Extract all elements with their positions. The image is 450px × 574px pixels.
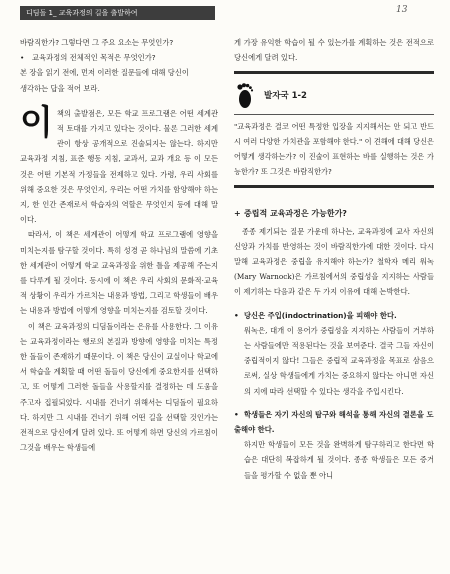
- bullet-heading-text: 학생들은 자기 자신의 탐구와 해석을 통해 자신의 결론을 도출해야 한다.: [234, 409, 434, 435]
- section-heading-text: 중립적 교육과정은 가능한가?: [244, 209, 347, 219]
- bullet-dot-icon: •: [20, 53, 25, 63]
- bullet-heading: [234, 407, 434, 437]
- task-header: [234, 82, 434, 110]
- drop-cap: 이: [20, 102, 53, 143]
- task-title-rule: [234, 114, 434, 115]
- bullet-item: [234, 308, 434, 399]
- page-number: 13: [396, 5, 408, 15]
- intro-line-2: 생각하는 답을 적어 보라.: [20, 83, 100, 93]
- intro-line-1: 본 장을 읽기 전에, 먼저 이러한 질문들에 대해 당신이: [20, 68, 189, 78]
- task-body: "교육과정은 결코 어떤 특정한 입장을 지지해서는 안 되고 반드시 여러 다양한 가치관을 포함해야 한다." 이 견해에 대해 당신은 어떻게 생각하는가? 이 진술이 표현하는 바를 실행하는 것은 가능한가? 또 그것은 바람직한가?: [234, 122, 434, 177]
- paragraph-2: 따라서, 이 책은 세계관이 어떻게 학교 프로그램에 영향을 미치는지를 탐구할 것이다. 특히 성경 곧 하나님의 말씀에 기초한 세계관이 어떻게 학교 교육과정을 위한 틀을 제공해 주는지를 다루게 될 것이다. 동시에 이 책은 우리 사회의 문화적·교육적 상황이 우리가 가르치는 내용과 방법, 그리고 학생들이 배우는 내용과 방법에 어떻게 영향을 미치는지를 검토할 것이다.: [20, 230, 218, 316]
- paragraph-1: 책의 출발점은, 모든 학교 프로그램은 어떤 세계관적 토대를 가지고 있다는 것이다. 물론 그러한 세계관이 항상 공개적으로 진술되지는 않는다. 하지만 교육과정 지침, 표준 행동 지침, 교과서, 교과 개요 등 이 모든 것은 어떤 기본적 가정들을 전제하고 있다. 가령, 우리 사회를 위해 중요한 것은 무엇인지, 우리는 어떤 가치를 함양해야 하는지, 한 인간 존재로서 학습자의 역할은 무엇인지 등에 대해 말이다.: [20, 108, 218, 225]
- task-title: 발자국 1-2: [264, 90, 307, 101]
- continued-paragraph: 게 가장 유익한 학습이 될 수 있는가를 계획하는 것은 전적으로 당신에게 달려 있다.: [234, 38, 434, 63]
- running-header: 디딤돌 1_ 교육과정의 길을 출발하여: [20, 6, 215, 20]
- bullet-body: 하지만 학생들이 모든 것을 완벽하게 탐구하리고 한다면 학습은 대단히 복잡하게 될 것이다. 종종 학생들은 모든 증거들을 평가할 수 없을 뿐 아니: [244, 440, 434, 480]
- section-paragraph: 종종 제기되는 질문 가운데 하나는, 교육과정에 교사 자신의 신앙과 가치를 반영하는 것이 바람직한가에 대한 것이다. 다시 말해 교육과정은 중립을 유지해야 하는가? 철학자 메리 워녹(Mary Warnock)은 가르침에서의 중립성을 지지하는 사람들이 제기하는 다음과 같은 두 가지 이유에 대해 논박한다.: [234, 226, 434, 297]
- footprint-icon: [234, 82, 254, 110]
- bullet-dot-icon: •: [234, 409, 239, 419]
- bullet-item: [234, 407, 434, 483]
- paragraph-3: 이 책은 교육과정의 디딤돌이라는 은유를 사용한다. 그 이유는 교육과정이라는 행로의 본질과 방향에 영향을 미치는 특정한 돌들이 존재하기 때문이다. 이 책은 당신이 교실이나 학교에서 학습을 계획할 때 어떤 돌들이 당신에게 중요한지를 선택하고, 또 어떻게 그러한 돌들을 사용할지를 결정하는 데 도움을 주고자 집필되었다. 시내를 건너기 위해서는 디딤돌이 필요하다. 하지만 그 시내를 건너기 위해 어떤 길을 선택할 것인가는 전적으로 당신에게 달려 있다. 또 어떻게 하면 당신의 가르침이 그것을 배우는 학생들에: [20, 321, 218, 453]
- section-heading: [234, 206, 434, 221]
- right-column: [234, 35, 434, 483]
- plus-icon: +: [234, 209, 241, 219]
- box-top-rule: [234, 71, 434, 74]
- bullet-heading: [234, 308, 434, 323]
- bullet-dot-icon: •: [234, 310, 239, 320]
- box-bottom-rule: [234, 185, 434, 188]
- bullet-heading-text: 당신은 주입(indoctrination)을 피해야 한다.: [244, 310, 397, 320]
- chapter-body: [20, 102, 218, 456]
- question-line-1: 바람직한가? 그렇다면 그 주요 요소는 무엇인가?: [20, 38, 174, 47]
- bullet-body: 워녹은, 대개 이 용어가 중립성을 지지하는 사람들이 거부하는 사람들에만 적용된다는 것을 보여준다. 결국 그들 자신이 중립적이지 않다! 그들은 중립적 교육과정을 목표로 삼음으로써, 실상 학생들에게 가치는 중요하지 않다는 아니면 자신의 지에 따라 선택할 수 있다는 생각을 주입시킨다.: [244, 325, 434, 396]
- question-bullet: [20, 50, 218, 65]
- question-line-2: 교육과정의 전체적인 목적은 무엇인가?: [32, 53, 156, 63]
- left-column: [20, 35, 218, 455]
